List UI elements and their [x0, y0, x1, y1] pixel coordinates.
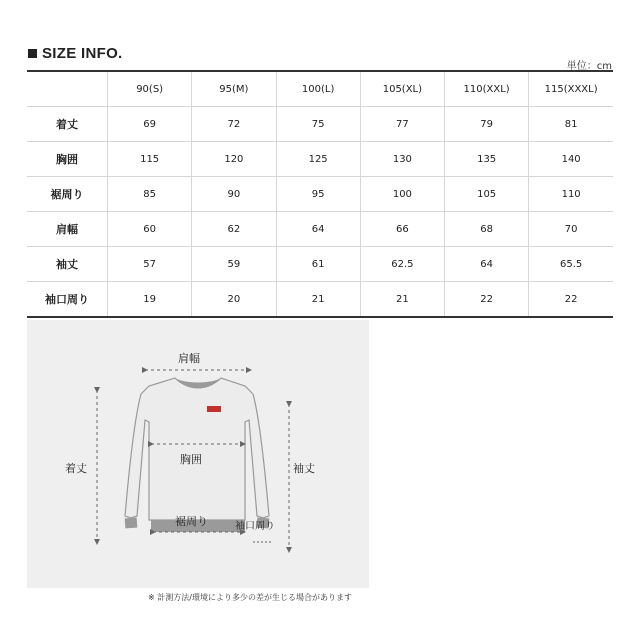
table-row: [27, 247, 613, 282]
logo-mark: [207, 406, 221, 412]
page-title: SIZE INFO.: [42, 45, 123, 62]
column-header: 100(L): [276, 71, 360, 107]
table-row: [27, 142, 613, 177]
table-cell: 105: [445, 177, 529, 212]
table-row: [27, 212, 613, 247]
table-header-row: [27, 71, 613, 107]
table-cell: 19: [108, 282, 192, 318]
table-cell: 110: [529, 177, 613, 212]
title-square-icon: [28, 49, 37, 58]
table-cell: 120: [192, 142, 276, 177]
table-cell: 72: [192, 107, 276, 142]
shoulder-label: 肩幅: [178, 352, 200, 365]
table-cell: 140: [529, 142, 613, 177]
size-table: [27, 70, 613, 318]
cuff-label: 袖口周り: [235, 521, 275, 532]
table-cell: 61: [276, 247, 360, 282]
table-cell: 81: [529, 107, 613, 142]
hem-label: 裾周り: [175, 515, 208, 528]
table-cell: 62.5: [360, 247, 444, 282]
row-label: 着丈: [27, 107, 108, 142]
table-cell: 21: [276, 282, 360, 318]
row-label: 袖口周り: [27, 282, 108, 318]
column-header: 95(M): [192, 71, 276, 107]
table-row: [27, 282, 613, 318]
length-label: 着丈: [65, 462, 87, 475]
table-cell: 22: [529, 282, 613, 318]
column-header: 105(XL): [360, 71, 444, 107]
table-cell: 65.5: [529, 247, 613, 282]
table-cell: 68: [445, 212, 529, 247]
chest-label: 胸囲: [180, 453, 202, 466]
table-cell: 22: [445, 282, 529, 318]
table-cell: 75: [276, 107, 360, 142]
column-header: 115(XXXL): [529, 71, 613, 107]
sleeve-label: 袖丈: [293, 462, 315, 475]
table-cell: 59: [192, 247, 276, 282]
table-corner-cell: [27, 71, 108, 107]
table-cell: 57: [108, 247, 192, 282]
table-cell: 125: [276, 142, 360, 177]
row-label: 袖丈: [27, 247, 108, 282]
table-cell: 66: [360, 212, 444, 247]
table-row: [27, 177, 613, 212]
measurement-note: ※ 計測方法/環境により多少の差が生じる場合があります: [148, 593, 352, 602]
table-cell: 60: [108, 212, 192, 247]
table-cell: 21: [360, 282, 444, 318]
table-cell: 115: [108, 142, 192, 177]
size-info-heading: [28, 45, 123, 62]
table-cell: 64: [276, 212, 360, 247]
left-cuff: [125, 518, 138, 529]
table-row: [27, 107, 613, 142]
table-cell: 69: [108, 107, 192, 142]
table-cell: 70: [529, 212, 613, 247]
table-cell: 130: [360, 142, 444, 177]
row-label: 胸囲: [27, 142, 108, 177]
table-cell: 135: [445, 142, 529, 177]
table-cell: 85: [108, 177, 192, 212]
row-label: 裾周り: [27, 177, 108, 212]
column-header: 110(XXL): [445, 71, 529, 107]
sweatshirt-body: [125, 378, 269, 520]
table-cell: 77: [360, 107, 444, 142]
table-cell: 20: [192, 282, 276, 318]
column-header: 90(S): [108, 71, 192, 107]
table-cell: 90: [192, 177, 276, 212]
table-cell: 79: [445, 107, 529, 142]
row-label: 肩幅: [27, 212, 108, 247]
measurement-diagram: [27, 320, 369, 588]
table-cell: 64: [445, 247, 529, 282]
table-cell: 100: [360, 177, 444, 212]
table-cell: 95: [276, 177, 360, 212]
unit-label: 単位：cm: [566, 61, 612, 72]
table-cell: 62: [192, 212, 276, 247]
